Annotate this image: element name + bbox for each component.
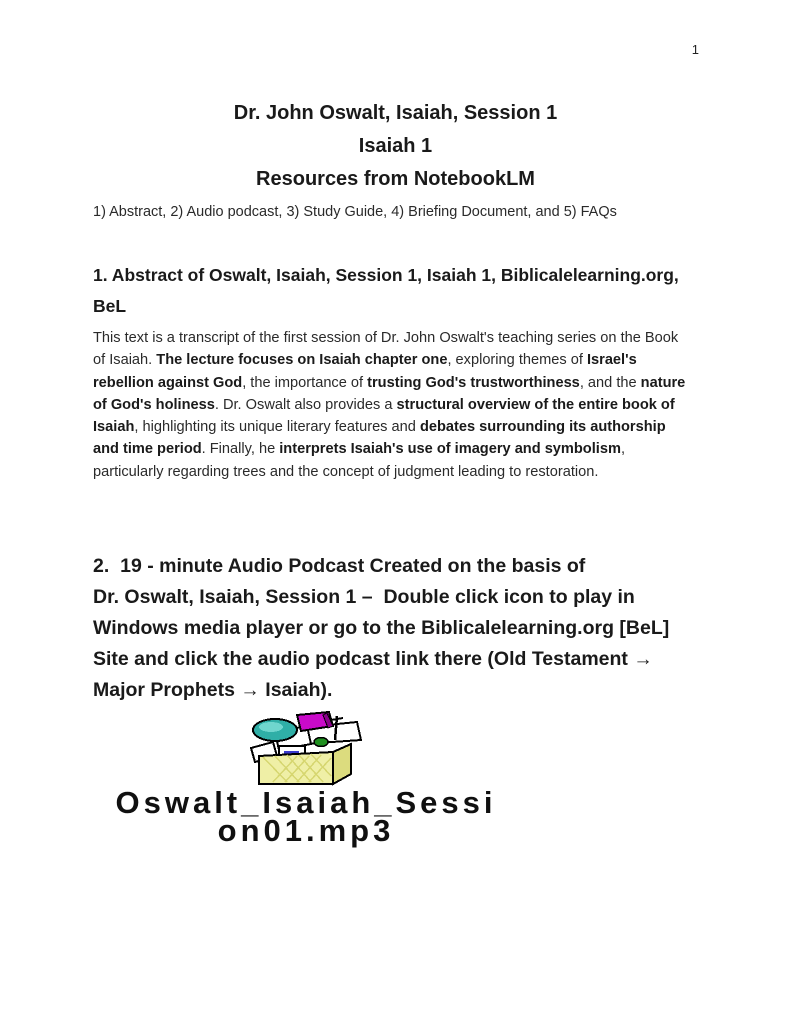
section2-heading: 2. 19 - minute Audio Podcast Created on the basis of Dr. Oswalt, Isaiah, Session 1 – Double click icon to play in Windows media player or go to the Biblicalelearning.org [BeL] Site and click the audio podcast link there (Old Testament → Major Prophets → Isaiah). — [93, 555, 670, 701]
abstract-paragraph: This text is a transcript of the first session of Dr. John Oswalt's teaching series on the Book of Isaiah. The lecture focuses on Isaiah chapter one, exploring themes of Israel's rebellion against God, the importance of trusting God's trustworthiness, and the nature of God's holiness. Dr. Oswalt also provides a structural overview of the entire book of Isaiah, highlighting its unique literary features and debates surrounding its authorship and time period. Finally, he interprets Isaiah's use of imagery and symbolism, particularly regarding trees and the concept of judgment leading to restoration. — [93, 330, 686, 480]
media-package-icon-graphic — [245, 710, 367, 790]
resource-list-line: 1) Abstract, 2) Audio podcast, 3) Study Guide, 4) Briefing Document, and 5) FAQs — [93, 204, 617, 220]
section1-heading: 1. Abstract of Oswalt, Isaiah, Session 1, Isaiah 1, Biblicalelearning.org, BeL — [93, 265, 679, 316]
document-title: Dr. John Oswalt, Isaiah, Session 1 Isaiah 1 Resources from NotebookLM — [233, 102, 558, 190]
attachment-filename[interactable]: Oswalt_Isaiah_Sessi on01.mp3 — [115, 785, 497, 848]
audio-package-icon[interactable] — [245, 710, 367, 790]
page-number: 1 — [691, 42, 699, 57]
